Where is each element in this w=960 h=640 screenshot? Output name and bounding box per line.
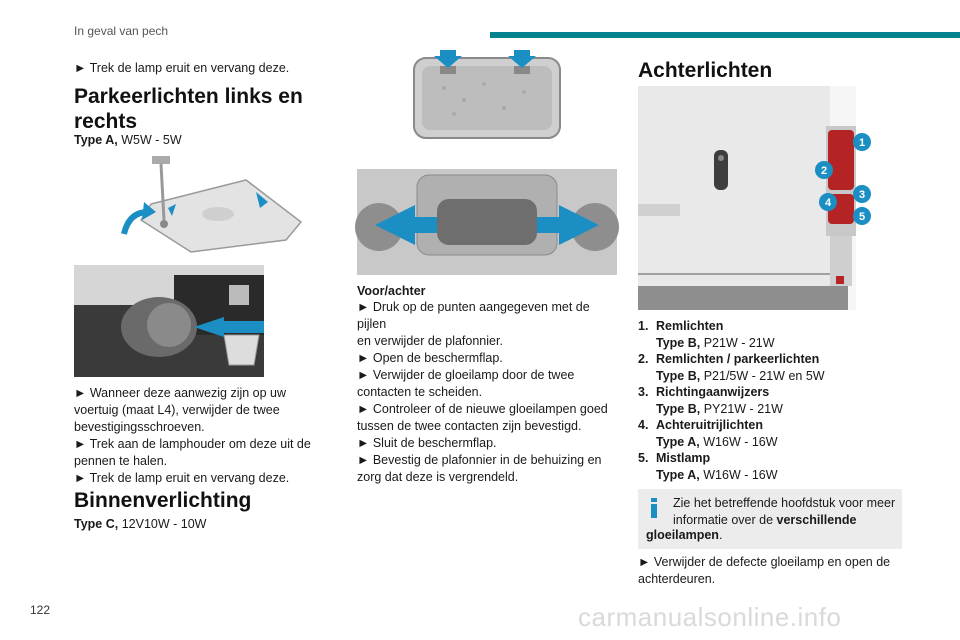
list-item: 3. Richtingaanwijzers [638, 385, 770, 399]
parking-lamp-cover-illustration [96, 152, 306, 258]
instruction-line: ► Verwijder de gloeilamp door de twee [357, 368, 575, 382]
rear-final-instruction [638, 554, 908, 588]
instruction-line: ► Druk op de punten aangegeven met de pijlen [357, 300, 590, 331]
parking-type-line [74, 133, 182, 147]
callout-3: 3 [858, 189, 866, 201]
list-item-type: Type A, W16W - 16W [656, 434, 778, 449]
list-item-type: Type B, P21/5W - 21W en 5W [656, 368, 825, 383]
section-header: In geval van pech [74, 24, 169, 38]
parking-instruction-line: ► Trek aan de lamphouder om deze uit de [74, 437, 311, 451]
list-item: 1. Remlichten [638, 319, 724, 333]
parking-lights-title [74, 84, 334, 134]
interior-lighting-title: Binnenverlichting [74, 489, 252, 512]
instruction-line: ► Verwijder de defecte gloeilamp en open de [638, 555, 891, 569]
instruction-line: zorg dat deze is vergrendeld. [357, 470, 519, 484]
parking-instruction-line: bevestigingsschroeven. [74, 420, 205, 434]
list-item-type: Type A, W16W - 16W [656, 467, 778, 482]
info-line-2: informatie over de [673, 512, 777, 527]
parking-instruction-line: voertuig (maat L4), verwijder de twee [74, 403, 280, 417]
instruction-line: ► Controleer of de nieuwe gloeilampen goed [357, 402, 608, 416]
rear-lights-list [638, 318, 908, 483]
parking-lamp-holder-illustration [74, 265, 264, 377]
list-item: 4. Achteruitrijlichten [638, 418, 763, 432]
list-item-type: Type B, PY21W - 21W [656, 401, 783, 416]
callout-2: 2 [820, 165, 828, 177]
instruction-line: ► Open de beschermflap. [357, 351, 503, 365]
instruction-line: contacten te scheiden. [357, 385, 483, 399]
parking-instruction-line: ► Trek de lamp eruit en vervang deze. [74, 471, 290, 485]
info-text [673, 495, 898, 528]
info-line-1: Zie het betreffende hoofdstuk voor meer [673, 496, 896, 510]
interior-type-value: 12V10W - 10W [118, 517, 207, 531]
ceiling-light-instructions [357, 299, 619, 486]
header-accent-bar [490, 32, 960, 38]
list-item-type: Type B, P21W - 21W [656, 335, 775, 350]
ceiling-light-heading: Voor/achter [357, 284, 426, 298]
instruction-line: ► Sluit de beschermflap. [357, 436, 497, 450]
callout-5: 5 [858, 211, 866, 223]
parking-instructions [74, 385, 334, 487]
interior-type-label: Type C, [74, 517, 119, 531]
rear-lights-van-illustration [638, 86, 866, 310]
callout-1: 1 [858, 137, 866, 149]
info-line-3-post: . [718, 528, 723, 542]
instruction-line: en verwijder de plafonnier. [357, 334, 503, 348]
ceiling-bulb-illustration [357, 169, 617, 275]
info-icon [650, 498, 658, 518]
interior-type-line [74, 517, 206, 531]
ceiling-light-cover-illustration [414, 48, 560, 140]
info-line-3-bold: gloeilampen [646, 528, 719, 542]
callout-4: 4 [824, 197, 832, 209]
info-line-3 [646, 528, 722, 542]
parking-instruction-line: ► Wanneer deze aanwezig zijn op uw [74, 386, 287, 400]
intro-bullet: ► Trek de lamp eruit en vervang deze. [74, 61, 290, 75]
parking-type-value: W5W - 5W [117, 133, 182, 147]
parking-title-line1: Parkeerlichten links en [74, 85, 303, 108]
list-item: 5. Mistlamp [638, 451, 711, 465]
instruction-line: tussen de twee contacten zijn bevestigd. [357, 419, 582, 433]
watermark: carmanualsonline.info [578, 602, 842, 632]
instruction-line: ► Bevestig de plafonnier in de behuizing en [357, 453, 602, 467]
page-number: 122 [30, 603, 51, 617]
parking-instruction-line: pennen te halen. [74, 454, 168, 468]
parking-type-label: Type A, [74, 133, 118, 147]
info-line-2-bold: verschillende [776, 512, 857, 527]
parking-title-line2: rechts [74, 110, 138, 133]
rear-lights-title: Achterlichten [638, 59, 773, 82]
instruction-line: achterdeuren. [638, 572, 716, 586]
list-item: 2. Remlichten / parkeerlichten [638, 352, 820, 366]
